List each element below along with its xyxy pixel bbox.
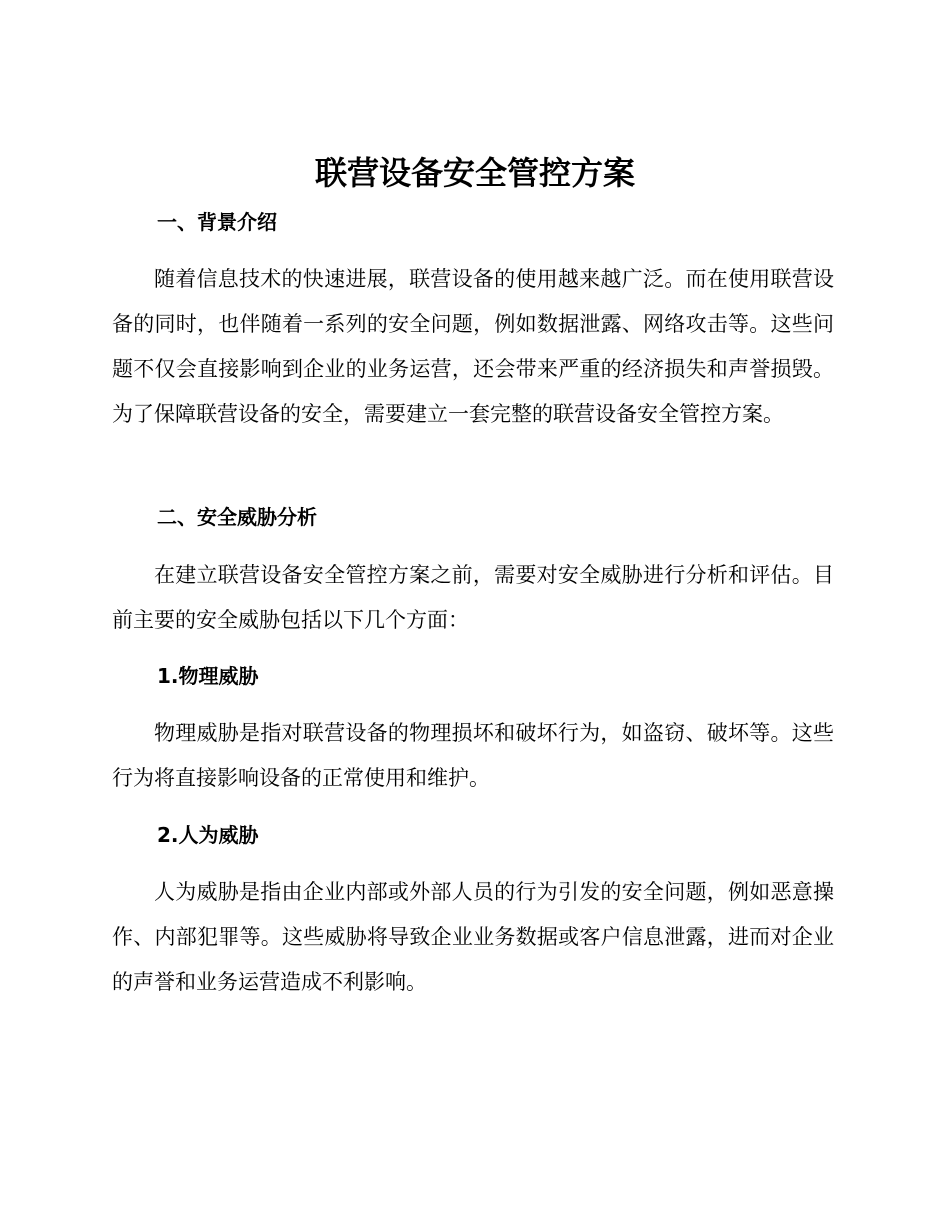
- section-paragraph-physical-threat: 物理威胁是指对联营设备的物理损坏和破坏行为，如盗窃、破坏等。这些行为将直接影响设备的正常使用和维护。: [112, 721, 834, 790]
- section-heading-background: 一、背景介绍: [157, 210, 277, 234]
- section-paragraph-background: 随着信息技术的快速进展，联营设备的使用越来越广泛。而在使用联营设备的同时，也伴随着一系列的安全问题，例如数据泄露、网络攻击等。这些问题不仅会直接影响到企业的业务运营，还会带来严重的经济损失和声誉损毁。为了保障联营设备的安全，需要建立一套完整的联营设备安全管控方案。: [112, 267, 834, 426]
- section-paragraph-human-threat: 人为威胁是指由企业内部或外部人员的行为引发的安全问题，例如恶意操作、内部犯罪等。这些威胁将导致企业业务数据或客户信息泄露，进而对企业的声誉和业务运营造成不利影响。: [112, 880, 834, 994]
- section-heading-physical-threat: 1.物理威胁: [157, 664, 259, 688]
- section-heading-threat-analysis: 二、安全威胁分析: [157, 505, 317, 529]
- section-paragraph-threat-analysis: 在建立联营设备安全管控方案之前，需要对安全威胁进行分析和评估。目前主要的安全威胁包括以下几个方面：: [112, 563, 834, 632]
- document-title: 联营设备安全管控方案: [314, 154, 635, 192]
- section-heading-human-threat: 2.人为威胁: [157, 823, 259, 847]
